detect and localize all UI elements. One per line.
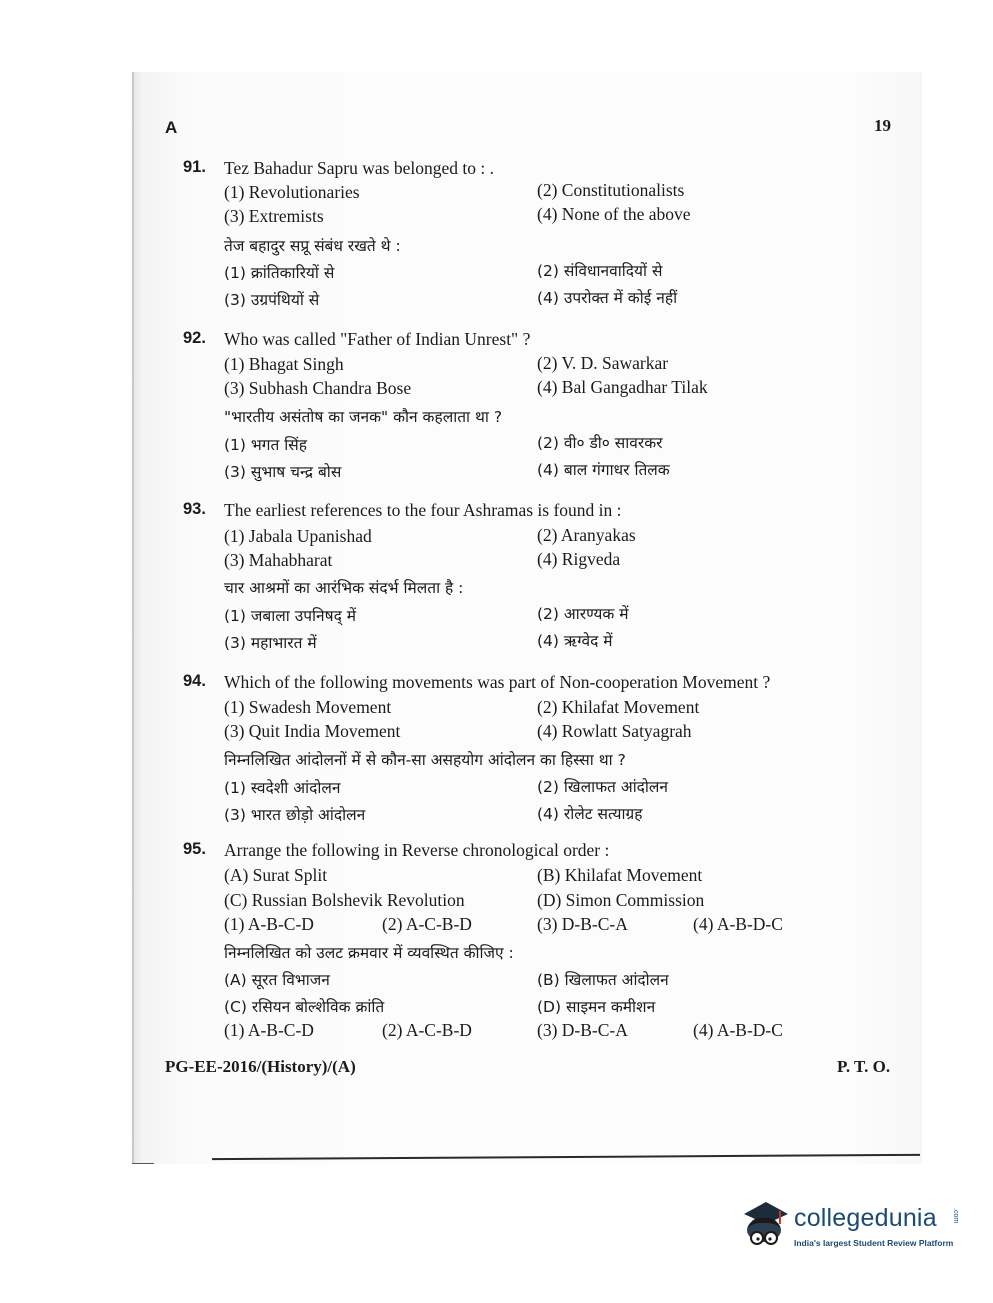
option-3-hindi: (3) उग्रपंथियों से [224, 291, 320, 309]
option-2-hindi: (2) खिलाफत आंदोलन [537, 778, 669, 796]
question-number: 95. [183, 840, 206, 858]
question-set-label: A [165, 118, 178, 137]
option-3: (3) Quit India Movement [224, 721, 401, 741]
question-text-hindi: निम्नलिखित आंदोलनों में से कौन-सा असहयोग आंदोलन का हिस्सा था ? [224, 751, 626, 769]
bottom-rule-short [132, 1163, 154, 1164]
option-3: (3) Subhash Chandra Bose [224, 378, 412, 398]
option-1-hindi: (1) स्वदेशी आंदोलन [224, 779, 341, 797]
option-1: (1) Revolutionaries [224, 182, 360, 202]
item-d: (D) Simon Commission [537, 890, 705, 910]
brand-domain-suffix: .com [952, 1208, 959, 1224]
collegedunia-watermark [736, 1198, 966, 1258]
page-edge-shadow [132, 72, 134, 1164]
question-text: The earliest references to the four Ashramas is found in : [224, 500, 622, 520]
option-1: (1) Jabala Upanishad [224, 526, 372, 546]
question-text-hindi: "भारतीय असंतोष का जनक" कौन कहलाता था ? [224, 408, 503, 426]
option-2-hindi: (2) A-C-B-D [382, 1020, 472, 1040]
option-4-hindi: (4) ऋग्वेद में [537, 632, 613, 650]
question-text-hindi: तेज बहादुर सप्रू संबंध रखते थे : [224, 237, 401, 255]
item-c-hindi: (C) रसियन बोल्शेविक क्रांति [224, 998, 385, 1016]
question-number: 93. [183, 500, 206, 518]
option-1-hindi: (1) क्रांतिकारियों से [224, 264, 335, 282]
option-2: (2) Khilafat Movement [537, 697, 700, 717]
item-b: (B) Khilafat Movement [537, 865, 703, 885]
item-b-hindi: (B) खिलाफत आंदोलन [537, 971, 669, 989]
option-2: (2) V. D. Sawarkar [537, 353, 669, 373]
option-1: (1) A-B-C-D [224, 914, 314, 934]
option-4: (4) None of the above [537, 204, 691, 224]
option-1: (1) Swadesh Movement [224, 697, 392, 717]
option-1-hindi: (1) A-B-C-D [224, 1020, 314, 1040]
option-3-hindi: (3) भारत छोड़ो आंदोलन [224, 806, 366, 824]
option-2: (2) A-C-B-D [382, 914, 472, 934]
question-number: 94. [183, 672, 206, 690]
item-d-hindi: (D) साइमन कमीशन [537, 998, 656, 1016]
option-3-hindi: (3) महाभारत में [224, 634, 317, 652]
option-2: (2) Aranyakas [537, 525, 636, 545]
question-text: Who was called "Father of Indian Unrest" ? [224, 329, 531, 349]
option-3-hindi: (3) सुभाष चन्द्र बोस [224, 463, 342, 481]
option-2-hindi: (2) संविधानवादियों से [537, 262, 663, 280]
item-c: (C) Russian Bolshevik Revolution [224, 890, 465, 910]
option-3: (3) D-B-C-A [537, 914, 628, 934]
option-4-hindi: (4) बाल गंगाधर तिलक [537, 461, 670, 479]
option-4: (4) Rowlatt Satyagrah [537, 721, 692, 741]
question-text: Which of the following movements was part of Non-cooperation Movement ? [224, 672, 771, 692]
brand-tagline: India's largest Student Review Platform [794, 1238, 954, 1248]
student-mascot-icon [736, 1198, 792, 1254]
option-3: (3) Mahabharat [224, 550, 333, 570]
page-number: 19 [874, 116, 891, 135]
option-4-hindi: (4) रोलेट सत्याग्रह [537, 805, 643, 823]
option-2-hindi: (2) वी० डी० सावरकर [537, 434, 663, 452]
question-text: Arrange the following in Reverse chronological order : [224, 840, 610, 860]
question-text-hindi: चार आश्रमों का आरंभिक संदर्भ मिलता है : [224, 579, 464, 597]
option-4-hindi: (4) उपरोक्त में कोई नहीं [537, 289, 678, 307]
item-a: (A) Surat Split [224, 865, 328, 885]
option-2-hindi: (2) आरण्यक में [537, 605, 629, 623]
option-4: (4) A-B-D-C [693, 914, 783, 934]
question-number: 92. [183, 329, 206, 347]
question-text: Tez Bahadur Sapru was belonged to : . [224, 158, 494, 178]
option-2: (2) Constitutionalists [537, 180, 685, 200]
option-1-hindi: (1) जबाला उपनिषद् में [224, 607, 357, 625]
please-turn-over: P. T. O. [837, 1057, 891, 1076]
option-4: (4) Bal Gangadhar Tilak [537, 377, 708, 397]
brand-name: collegedunia [794, 1204, 937, 1232]
option-4: (4) Rigveda [537, 549, 621, 569]
question-text-hindi: निम्नलिखित को उलट क्रमवार में व्यवस्थित कीजिए : [224, 944, 514, 962]
paper-code: PG-EE-2016/(History)/(A) [165, 1057, 356, 1076]
option-1-hindi: (1) भगत सिंह [224, 436, 307, 454]
option-4-hindi: (4) A-B-D-C [693, 1020, 783, 1040]
option-3: (3) Extremists [224, 206, 324, 226]
item-a-hindi: (A) सूरत विभाजन [224, 971, 330, 989]
option-3-hindi: (3) D-B-C-A [537, 1020, 628, 1040]
question-number: 91. [183, 158, 206, 176]
option-1: (1) Bhagat Singh [224, 354, 344, 374]
